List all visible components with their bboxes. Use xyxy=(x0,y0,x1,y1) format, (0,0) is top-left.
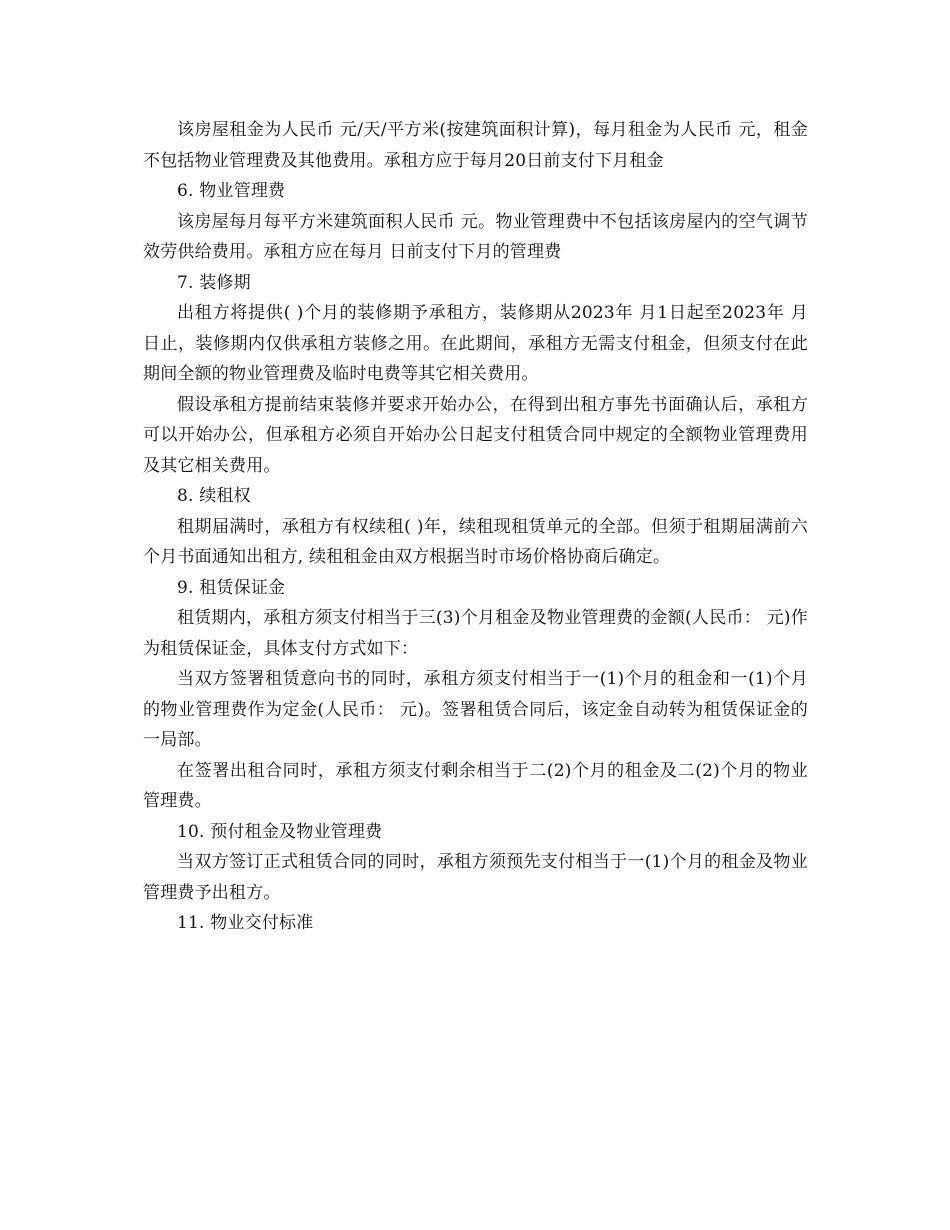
section-heading-8: 8. 续租权 xyxy=(177,486,251,506)
document-body xyxy=(143,115,808,939)
paragraph-early-office: 假设承租方提前结束装修并要求开始办公，在得到出租方事先书面确认后，承租方可以开始办公，但承租方必须自开始办公日起支付租赁合同中规定的全额物业管理费用及其它相关费用。 xyxy=(143,394,808,476)
section-heading-10: 10. 预付租金及物业管理费 xyxy=(177,821,383,842)
section-heading-6: 6. 物业管理费 xyxy=(177,181,286,201)
paragraph-deposit-intent: 当双方签署租赁意向书的同时，承租方须支付相当于一(1)个月的租金和一(1)个月的物业管理费作为定金(人民币： 元)。签署租赁合同后，该定金自动转为租赁保证金的一局部。 xyxy=(143,669,808,750)
paragraph-deposit-remaining: 在签署出租合同时，承租方须支付剩余相当于二(2)个月的租金及二(2)个月的物业管理费。 xyxy=(143,760,808,811)
section-heading-9: 9. 租赁保证金 xyxy=(177,577,286,598)
section-heading-11: 11. 物业交付标准 xyxy=(177,913,314,933)
paragraph-rent: 该房屋租金为人民币 元/天/平方米(按建筑面积计算)，每月租金为人民币 元，租金不包括物业管理费及其他费用。承租方应于每月20日前支付下月租金 xyxy=(143,120,808,171)
paragraph-prepayment: 当双方签订正式租赁合同的同时，承租方须预先支付相当于一(1)个月的租金及物业管理费予出租方。 xyxy=(143,852,808,903)
paragraph-renewal: 租期届满时，承租方有权续租( )年，续租现租赁单元的全部。但须于租期届满前六个月书面通知出租方, 续租租金由双方根据当时市场价格协商后确定。 xyxy=(143,516,808,567)
paragraph-management-fee: 该房屋每月每平方米建筑面积人民币 元。物业管理费中不包括该房屋内的空气调节效劳供给费用。承租方应在每月 日前支付下月的管理费 xyxy=(143,211,808,262)
section-heading-7: 7. 装修期 xyxy=(177,272,251,293)
paragraph-renovation-period: 出租方将提供( )个月的装修期予承租方，装修期从2023年 月1日起至2023年 月 日止，装修期内仅供承租方装修之用。在此期间，承租方无需支付租金，但须支付在此期间全额的物业管理费及临时电费等其它相关费用。 xyxy=(143,303,808,384)
paragraph-deposit-intro: 租赁期内，承租方须支付相当于三(3)个月租金及物业管理费的金额(人民币： 元)作为租赁保证金，具体支付方式如下： xyxy=(143,608,808,659)
